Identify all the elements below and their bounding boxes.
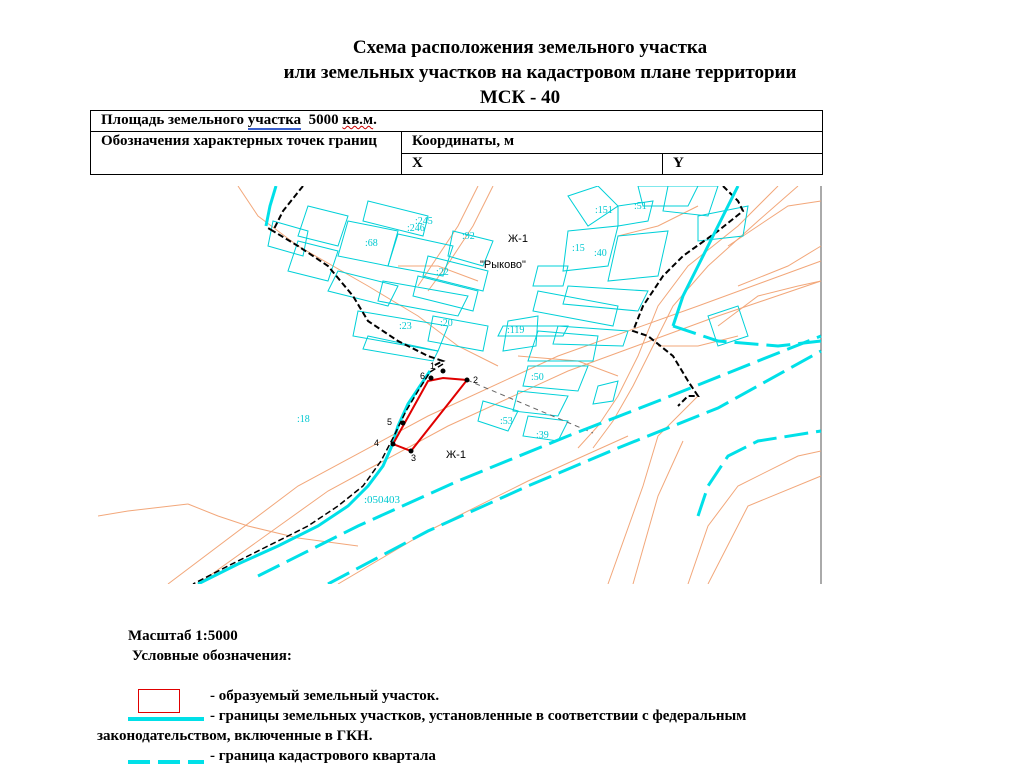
- legend-item-1: - образуемый земельный участок.: [210, 688, 440, 704]
- legend-item-3: - граница кадастрового квартала: [210, 748, 436, 764]
- point-label-6: 6: [420, 371, 426, 381]
- title-line-2: или земельных участков на кадастровом плане территории: [283, 62, 797, 83]
- point-label-3: 3: [411, 453, 417, 463]
- parcel-label-246: :246: [407, 223, 425, 234]
- parcel-label-50: :50: [531, 372, 544, 383]
- legend-heading: Условные обозначения:: [132, 648, 292, 664]
- scale-label: Масштаб 1:5000: [128, 628, 238, 644]
- area-cell: [91, 111, 823, 132]
- zone-label-north: Ж-1: [508, 233, 528, 245]
- point-label-5: 5: [387, 417, 393, 427]
- parcel-label-40: :40: [594, 248, 607, 259]
- parcel-label-39: :39: [536, 430, 549, 441]
- parcel-label-18: :18: [297, 414, 310, 425]
- parcel-label-20: :20: [440, 318, 453, 329]
- x-header: X: [402, 154, 663, 175]
- parcel-label-51: :51: [634, 201, 647, 212]
- legend-dashed-line-symbol: [128, 760, 204, 764]
- parcel-label-245: :245: [415, 216, 433, 227]
- title-line-3: МСК - 40: [479, 87, 561, 108]
- point-label-1: 1: [430, 361, 436, 371]
- parcel-label-22: :22: [436, 267, 449, 278]
- parcel-label-53: :53: [500, 416, 513, 427]
- area-unit: кв.м: [342, 112, 374, 128]
- coordinates-table: [90, 110, 823, 175]
- point-label-4: 4: [374, 438, 380, 448]
- parcel-label-23: :23: [399, 321, 412, 332]
- parcel-label-92: :92: [462, 231, 475, 242]
- legend-item-2-line-2: законодательством, включенные в ГКН.: [97, 728, 373, 744]
- area-value: 5000: [301, 112, 343, 128]
- parcel-label-68: :68: [365, 238, 378, 249]
- quarter-label: :050403: [364, 494, 401, 506]
- legend-item-2-line-1: - границы земельных участков, установленные в соответствии с федеральным: [210, 708, 747, 724]
- point-label-2: 2: [473, 375, 479, 385]
- legend-cyan-line-symbol: [128, 717, 204, 721]
- parcel-label-119: :119: [507, 325, 525, 336]
- parcel-label-151: :151: [595, 205, 613, 216]
- y-header: Y: [663, 154, 823, 175]
- parcel-label-15: :15: [572, 243, 585, 254]
- coords-header: Координаты, м: [402, 132, 823, 154]
- area-word: участка: [247, 112, 302, 128]
- cadastral-map: [98, 186, 823, 584]
- village-label: "Рыково": [480, 259, 526, 271]
- area-prefix: Площадь земельного: [101, 112, 248, 128]
- title-line-1: Схема расположения земельного участка: [352, 37, 708, 58]
- zone-label-south: Ж-1: [446, 449, 466, 461]
- area-suffix: .: [373, 112, 377, 128]
- legend-red-box-symbol: [138, 689, 180, 713]
- points-header: Обозначения характерных точек границ: [91, 132, 402, 175]
